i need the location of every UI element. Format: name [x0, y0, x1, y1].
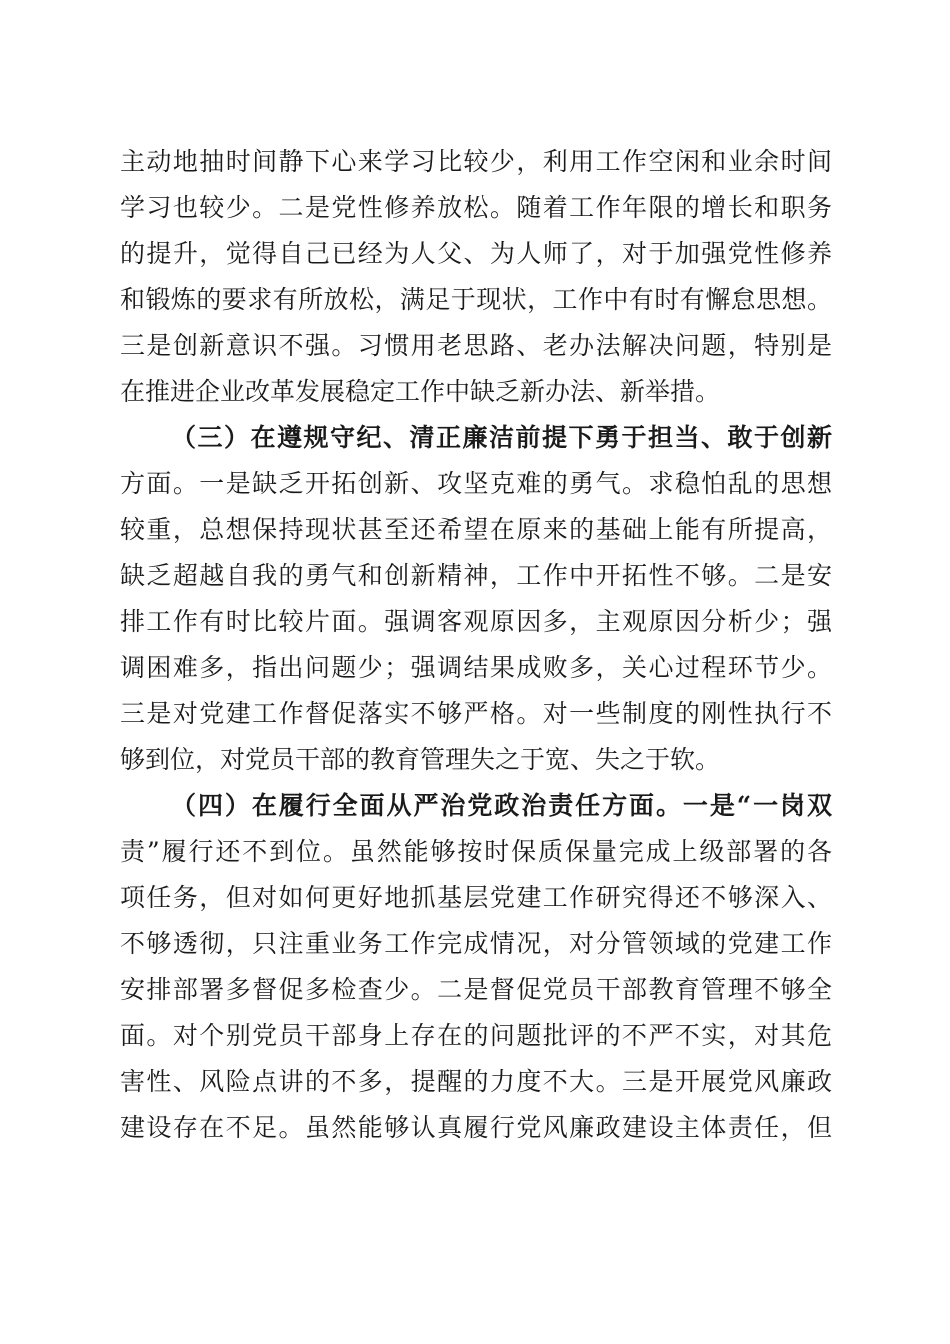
- text-line-11: 排工作有时比较片面。强调客观原因多，主观原因分析少；强: [120, 607, 832, 636]
- text-line-19: 安排部署多督促多检查少。二是督促党员干部教育管理不够全: [120, 975, 832, 1004]
- text-line-20: 面。对个别党员干部身上存在的问题批评的不严不实，对其危: [120, 1021, 832, 1050]
- text-line-9: 较重，总想保持现状甚至还希望在原来的基础上能有所提高，: [120, 515, 832, 544]
- text-line-16: 责”履行还不到位。虽然能够按时保质保量完成上级部署的各: [120, 837, 832, 866]
- section-heading-4: （四）在履行全面从严治党政治责任方面。一是“一岗双: [171, 791, 832, 820]
- text-line-3: 的提升，觉得自己已经为人父、为人师了，对于加强党性修养: [120, 239, 832, 268]
- text-line-4: 和锻炼的要求有所放松，满足于现状，工作中有时有懈怠思想。: [120, 285, 832, 314]
- text-line-22: 建设存在不足。虽然能够认真履行党风廉政建设主体责任，但: [120, 1113, 832, 1142]
- text-line-12: 调困难多，指出问题少；强调结果成败多，关心过程环节少。: [120, 653, 832, 682]
- text-line-13: 三是对党建工作督促落实不够严格。对一些制度的刚性执行不: [120, 699, 832, 728]
- text-line-17: 项任务，但对如何更好地抓基层党建工作研究得还不够深入、: [120, 883, 832, 912]
- section-heading-3: （三）在遵规守纪、清正廉洁前提下勇于担当、敢于创新: [171, 423, 832, 452]
- text-line-10: 缺乏超越自我的勇气和创新精神，工作中开拓性不够。二是安: [120, 561, 832, 590]
- text-line-6: 在推进企业改革发展稳定工作中缺乏新办法、新举措。: [120, 377, 721, 406]
- text-line-5: 三是创新意识不强。习惯用老思路、老办法解决问题，特别是: [120, 331, 832, 360]
- text-line-8: 方面。一是缺乏开拓创新、攻坚克难的勇气。求稳怕乱的思想: [120, 469, 832, 498]
- text-line-2: 学习也较少。二是党性修养放松。随着工作年限的增长和职务: [120, 193, 832, 222]
- text-line-1: 主动地抽时间静下心来学习比较少，利用工作空闲和业余时间: [120, 147, 832, 176]
- text-line-21: 害性、风险点讲的不多，提醒的力度不大。三是开展党风廉政: [120, 1067, 832, 1096]
- text-line-18: 不够透彻，只注重业务工作完成情况，对分管领域的党建工作: [120, 929, 832, 958]
- text-line-14: 够到位，对党员干部的教育管理失之于宽、失之于软。: [120, 745, 721, 774]
